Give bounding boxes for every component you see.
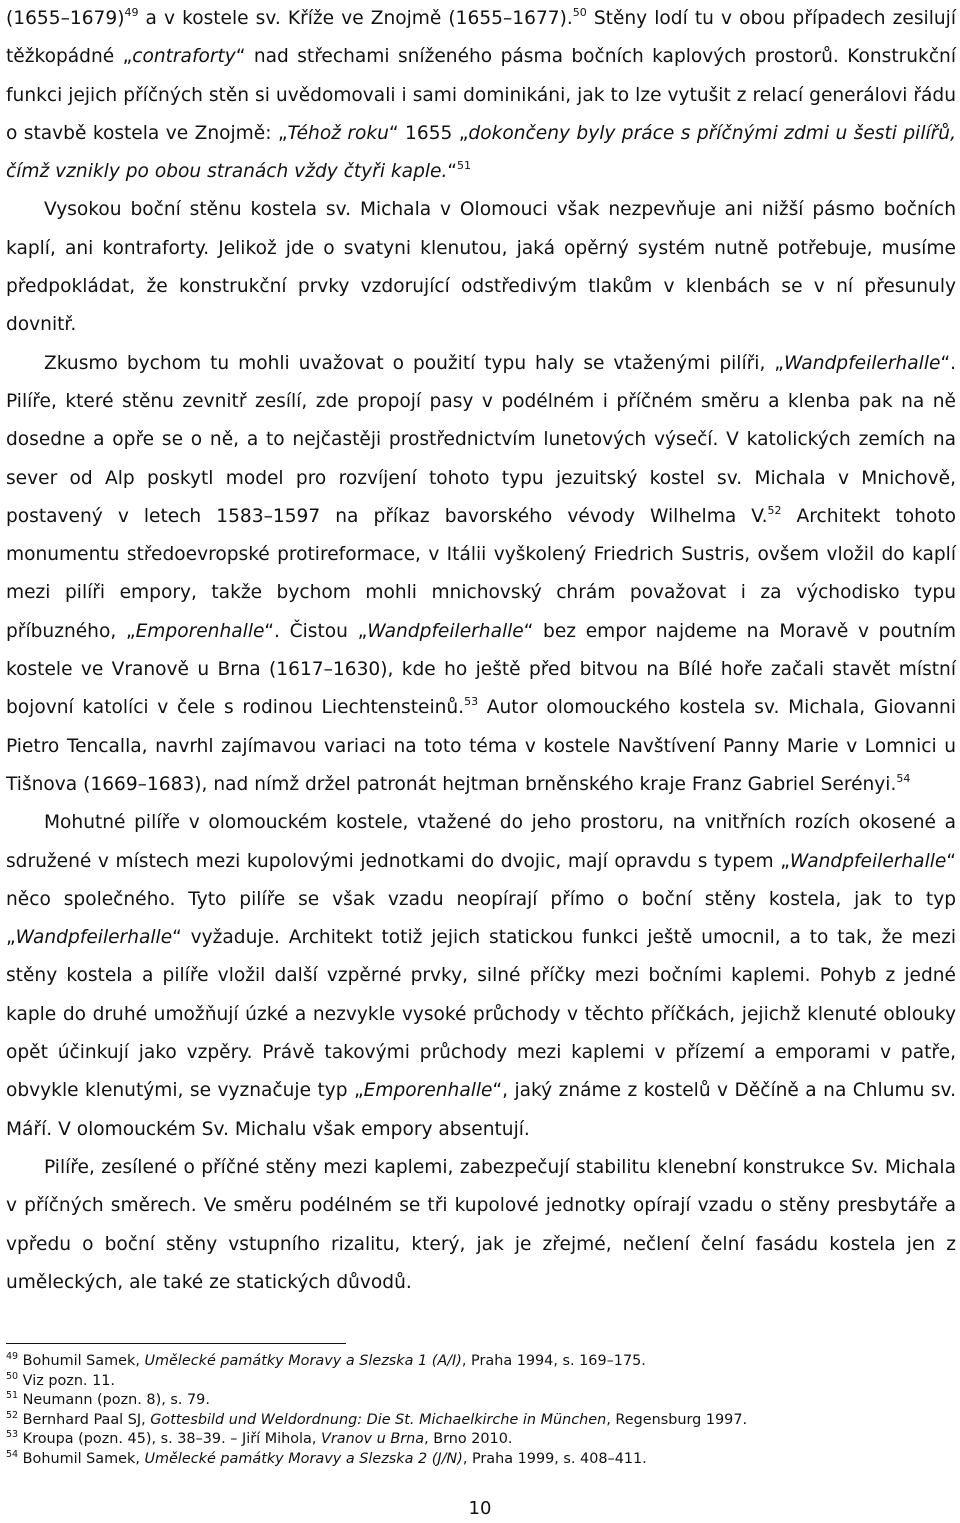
footnote [6,1352,956,1372]
italic-text: Emporenhalle [135,620,265,642]
italic-text: Umělecké památky Moravy a Slezska 2 (J/N) [144,1450,463,1467]
italic-text: Emporenhalle [363,1080,493,1102]
body-paragraph [6,1149,956,1302]
body-paragraph [6,345,956,805]
footnote [6,1372,956,1392]
footnote-ref: 51 [457,159,472,173]
italic-text: Téhož roku [287,122,389,144]
footnotes [6,1352,956,1470]
body-text [6,0,956,1302]
text-run: , Praha 1999, s. 408–411. [462,1450,647,1467]
text-run: “ nad střechami sníženého pásma bočních kaplových prostorů. Konstrukční funkci jejich příčných stěn si uvědomovali i sami dominikáni, jak to lze vytušit z relací generálovi řádu o stavbě kostela ve Znojmě: „ [6,46,956,144]
text-run: , Praha 1994, s. 169–175. [461,1353,646,1369]
text-run: Neumann (pozn. 8), s. 79. [18,1392,210,1409]
italic-text: Vranov u Brna [321,1431,425,1448]
text-run: , Regensburg 1997. [606,1411,748,1428]
text-run: (1655–1679) [6,8,125,29]
text-run: Vysokou boční stěnu kostela sv. Michala v Olomouci však nezpevňuje ani nižší pásmo bočních kaplí, ani kontraforty. Jelikož jde o svatyni klenutou, jaká opěrný systém nutně potřebuje, musíme předpokládat, že konstrukční prvky vzdorující odstředivým tlakům v klenbách se v ní přesunuly dovnitř. [6,199,956,336]
text-run: Viz pozn. 11. [18,1372,115,1389]
text-run: “ bez empor najdeme na Moravě v poutním kostele ve Vranově u Brna (1617–1630), kde ho ještě před bitvou na Bílé hoře začali stavět místní bojovní katolíci v čele s rodinou Liechtensteinů. [6,620,956,719]
text-run: Bohumil Samek, [18,1450,145,1467]
footnote-number: 54 [6,1448,19,1460]
text-run: Autor olomouckého kostela sv. Michala, Giovanni Pietro Tencalla, navrhl zajímavou variaci na toto téma v kostele Navštívení Panny Marie v Lomnici u Tišnova (1669–1683), nad nímž držel patronát hejtman brněnského kraje Franz Gabriel Serényi. [6,697,956,795]
text-run: Bernhard Paal SJ, [18,1411,151,1428]
footnote-ref: 53 [464,695,479,709]
text-run: Bohumil Samek, [18,1353,145,1369]
text-run: , Brno 2010. [424,1431,513,1448]
footnote-ref: 54 [896,771,911,785]
footnote-separator [6,1343,346,1344]
footnote [6,1391,956,1411]
footnote-number: 51 [6,1390,19,1402]
footnote-number: 52 [6,1409,19,1421]
text-run: Zkusmo bychom tu mohli uvažovat o použití typu haly se vtaženými pilíři, „ [44,352,784,374]
italic-text: Wandpfeilerhalle [789,850,947,872]
footnote-ref: 50 [572,6,587,19]
footnote [6,1430,956,1450]
italic-text: Wandpfeilerhalle [783,352,941,374]
text-run: “ něco společného. Tyto pilíře se však vzadu neopírají přímo o boční stěny kostela, jak to typ „ [6,850,956,949]
footnote-number: 53 [6,1429,19,1441]
footnote-ref: 49 [124,6,139,19]
italic-text: Umělecké památky Moravy a Slezska 1 (A/I) [144,1353,462,1369]
italic-text: Wandpfeilerhalle [367,620,524,642]
footnote-number: 50 [6,1370,19,1382]
italic-text: dokončeny byly práce s příčnými zdmi u šesti pilířů, čímž vznikly po obou stranách vždy čtyři kaple. [6,122,957,183]
footnote [6,1450,956,1470]
italic-text: contraforty [132,46,236,68]
footnote-number: 49 [6,1351,19,1362]
text-run: Stěny lodí tu v obou případech zesilují těžkopádné „ [6,8,956,68]
text-run: “. Pilíře, které stěnu zevnitř zesílí, zde propojí pasy v podélném i příčném směru a klenba pak na ně dosedne a opře se o ně, a to nejčastěji prostřednictvím lunetových výsečí. V katolických zemích na sever od Alp poskytl model pro rozvíjení tohoto typu jezuitský kostel sv. Michala v Mnichově, postavený v letech 1583–1597 na příkaz bavorského vévody Wilhelma V. [6,352,956,527]
text-run: Mohutné pilíře v olomouckém kostele, vtažené do jeho prostoru, na vnitřních rozích okosené a sdružené v místech mezi kupolovými jednotkami do dvojic, mají opravdu s typem „ [6,812,956,872]
text-run: “, jaký známe z kostelů v Děčíně a na Chlumu sv. Máří. V olomouckém Sv. Michalu však empory absentují. [6,1080,956,1140]
body-paragraph [6,191,956,344]
footnote [6,1411,956,1431]
text-run: “ 1655 „ [388,122,469,144]
text-run: “ vyžaduje. Architekt totiž jejich statickou funkci ještě umocnil, a to tak, že mezi stěny kostela a pilíře vložil další vzpěrné prvky, silné příčky mezi bočními kaplemi. Pohyb z jedné kaple do druhé umožňují úzké a nezvykle vysoké průchody v těchto příčkách, jejichž klenuté oblouky opět účinkují jako vzpěry. Právě takovými průchody mezi kaplemi v přízemí a emporami v patře, obvykle klenutými, se vyznačuje typ „ [6,927,956,1102]
body-paragraph [6,804,956,1149]
text-run: a v kostele sv. Kříže ve Znojmě (1655–1677). [138,8,573,29]
text-run: Pilíře, zesílené o příčné stěny mezi kaplemi, zabezpečují stabilitu klenební konstrukce Sv. Michala v příčných směrech. Ve směru podélném se tři kupolové jednotky opírají vzadu o stěny presbytáře a vpředu o boční stěny vstupního rizalitu, který, jak je zřejmé, nečlení čelní fasádu kostela jen z uměleckých, ale také ze statických důvodů. [6,1156,956,1293]
text-run: Kroupa (pozn. 45), s. 38–39. – Jiří Mihola, [18,1431,322,1448]
italic-text: Gottesbild und Weldordnung: Die St. Michaelkirche in München [150,1411,607,1428]
italic-text: Wandpfeilerhalle [15,927,173,949]
footnote-ref: 52 [767,503,782,517]
text-run: Architekt tohoto monumentu středoevropské protireformace, v Itálii vyškolený Friedrich Sustris, ovšem vložil do kaplí mezi pilíři empory, takže bychom mohli mnichovský chrám považovat i za východisko typu příbuzného, „ [6,505,957,642]
body-paragraph [6,0,956,191]
text-run: “. Čistou „ [264,620,368,642]
page-number: 10 [468,1498,492,1519]
text-run: “ [447,161,458,183]
